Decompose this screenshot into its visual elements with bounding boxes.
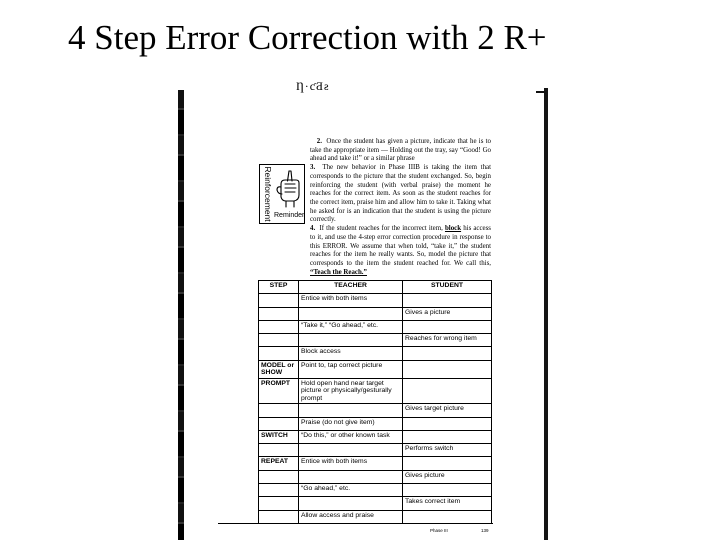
footer-page-number: 139 [481,528,489,533]
student-cell [403,360,492,378]
teacher-cell [299,307,403,320]
teacher-cell: Entice with both items [299,457,403,470]
footer-phase: Phase III [430,528,448,533]
error-correction-table [258,280,492,524]
step-cell [259,334,299,347]
slide-title: 4 Step Error Correction with 2 R+ [68,18,547,57]
step-cell [259,347,299,360]
instruction-step-3: 3. The new behavior in Phase IIIB is taking the item that corresponds to the picture that the student exchanged. So, begin reinforcing the student (with verbal praise) the moment he reaches for the correct item. As soon as the student reaches for the correct item, praise him and allow him to take it. Taking what he asked for is an indication that the student is using the picture correctly. [310,164,491,224]
student-cell: Gives target picture [403,404,492,417]
step-cell [259,510,299,523]
step-cell [259,417,299,430]
table-body [259,294,492,524]
reminder-label: Reminder [274,212,305,219]
student-cell: Performs switch [403,444,492,457]
teacher-cell [299,404,403,417]
student-cell: Gives a picture [403,307,492,320]
table-row [259,307,492,320]
student-cell: Takes correct item [403,497,492,510]
step-cell [259,497,299,510]
student-cell [403,457,492,470]
teacher-cell: Hold open hand near target picture or physically/gesturally prompt [299,378,403,404]
step-cell [259,307,299,320]
instruction-text [310,138,491,278]
teach-the-reach: “Teach the Reach.” [310,268,367,276]
table-row [259,360,492,378]
reinforcement-label: Reinforcement [263,166,273,222]
student-cell [403,320,492,333]
teacher-cell: Block access [299,347,403,360]
student-cell [403,510,492,523]
student-cell [403,484,492,497]
instruction-step-4: 4. If the student reaches for the incorrect item, block his access to it, and use the 4-step error correction procedure in response to this ERROR. We assume that when told, “take it,” the student reaches for the item he really wants. So, model the picture that corresponds to the item the student reached for. We call this, “Teach the Reach.” [310,225,491,276]
step-cell [259,294,299,307]
step-cell [259,444,299,457]
step-cell [259,484,299,497]
block-emphasis: block [444,225,462,233]
table-row [259,484,492,497]
step-cell: REPEAT [259,457,299,470]
header-student: STUDENT [403,281,492,294]
scan-edge-mark [536,91,546,93]
table-row [259,320,492,333]
instruction-step-2: 2. Once the student has given a picture, indicate that he is to take the appropriate item — Holding out the tray, say “Good! Go ahead and take it!” or a similar phrase [310,138,491,163]
step-cell [259,470,299,483]
table-row [259,294,492,307]
student-cell [403,378,492,404]
table-row [259,347,492,360]
teacher-cell [299,470,403,483]
student-cell: Gives picture [403,470,492,483]
teacher-cell: “Do this,” or other known task [299,430,403,443]
scanned-document-page [178,79,550,540]
step-cell [259,320,299,333]
table-row [259,417,492,430]
step-cell [259,404,299,417]
table-row [259,510,492,523]
teacher-cell: “Go ahead,” etc. [299,484,403,497]
student-cell [403,417,492,430]
table-row [259,470,492,483]
student-cell: Reaches for wrong item [403,334,492,347]
teacher-cell: Allow access and praise [299,510,403,523]
teacher-cell: Point to, tap correct picture [299,360,403,378]
table-row [259,334,492,347]
step-cell: MODEL or SHOW [259,360,299,378]
table-row [259,430,492,443]
student-cell [403,294,492,307]
teacher-cell: “Take it,” “Go ahead,” etc. [299,320,403,333]
teacher-cell [299,334,403,347]
table-row [259,457,492,470]
table-header-row [259,281,492,294]
footer-rule [218,523,493,524]
teacher-cell [299,444,403,457]
step-cell: SWITCH [259,430,299,443]
teacher-cell [299,497,403,510]
reinforcement-reminder-box [259,164,305,224]
scan-right-edge [544,88,548,540]
scan-left-edge [178,90,184,540]
header-teacher: TEACHER [299,281,403,294]
student-cell [403,430,492,443]
table-row [259,497,492,510]
table-row [259,404,492,417]
student-cell [403,347,492,360]
table-row [259,378,492,404]
step-cell: PROMPT [259,378,299,404]
teacher-cell: Entice with both items [299,294,403,307]
teacher-cell: Praise (do not give item) [299,417,403,430]
pointing-hand-icon [273,168,303,208]
cut-off-page-header: Ƞ·ƈƋƨ [296,79,330,93]
header-step: STEP [259,281,299,294]
table-row [259,444,492,457]
